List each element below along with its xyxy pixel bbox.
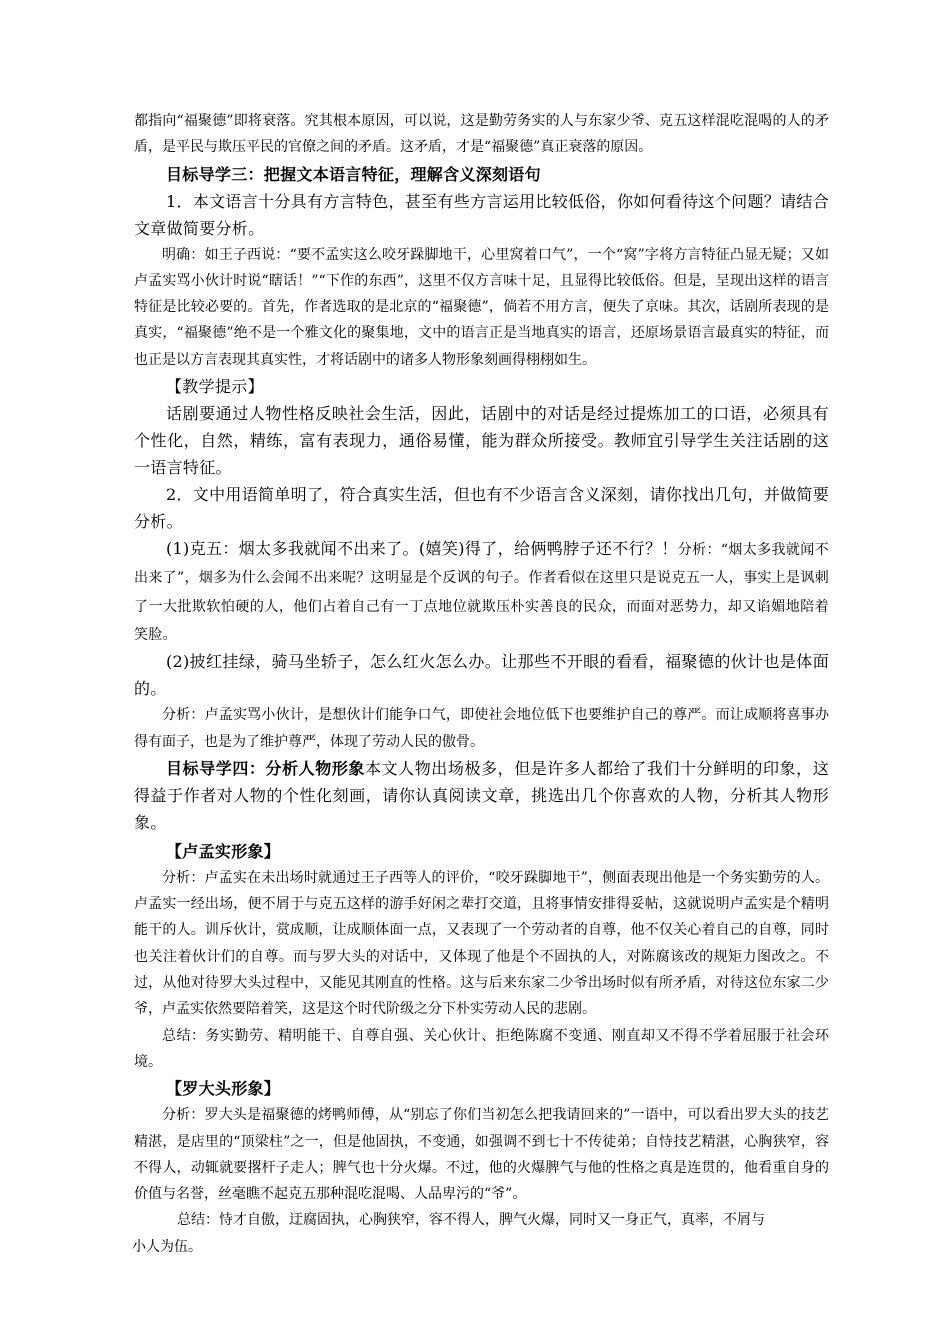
goal-4 — [134, 755, 829, 836]
example-1 — [134, 535, 829, 648]
intro-paragraph: 都指向“福聚德”即将衰落。究其根本原因，可以说，这是勤劳务实的人与东家少爷、克五这样混吃混喝的人的矛盾，是平民与欺压平民的官僚之间的矛盾。这矛盾，才是“福聚德”真正衰落的原因。 — [134, 113, 829, 156]
answer-1: 明确：如王子西说：“要不孟实这么咬牙跺脚地干，心里窝着口气”，一个“窝”字将方言特征凸显无疑；又如卢孟实骂小伙计时说“瞎话！”“下作的东西”，这里不仅方言味十足，且显得比较低俗。但是，呈现出这样的语言特征是比较必要的。首先，作者选取的是北京的“福聚德”，倘若不用方言，便失了京味。其次，话剧所表现的是真实，“福聚德”绝不是一个雅文化的聚集地，文中的语言正是当地真实的语言，还原场景语言最真实的特征，而也正是以方言表现其真实性，才将话剧中的诸多人物形象刻画得栩栩如生。 — [134, 246, 829, 368]
lu-mengshi-summary: 总结：务实勤劳、精明能干、自尊自强、关心伙计、拒绝陈腐不变通、刚直却又不得不学着屈服于社会环境。 — [134, 1027, 829, 1070]
example-1-quote: (1)克五：烟太多我就闻不出来了。(嬉笑)得了，给俩鸭脖子还不行？！ — [166, 539, 678, 559]
lu-mengshi-analysis: 分析：卢孟实在未出场时就通过王子西等人的评价，“咬牙跺脚地干”，侧面表现出他是一个务实勤劳的人。卢孟实一经出场，便不屑于与克五这样的游手好闲之辈打交道，且将事情安排得妥帖，这就说明卢孟实是个精明能干的人。训斥伙计，赏成顺，让成顺体面一点，又表现了一个劳动者的自尊，他不仅关心着自己的自尊，同时也关注着伙计们的自尊。而与罗大头的对话中，又体现了他是个不固执的人，对陈腐该改的规矩力图改之。不过，从他对待罗大头过程中，又能见其刚直的性格。这与后来东家二少爷出场时似有所矛盾，对待这位东家二少爷，卢孟实依然要陪着笑，这是这个时代阶级之分下朴实劳动人民的悲剧。 — [134, 869, 829, 1018]
example-1-analysis: 分析：“烟太多我就闻不出来了”，烟多为什么会闻不出来呢？这明显是个反讽的句子。作者看似在这里只是说克五一人，事实上是讽刺了一大批欺软怕硬的人，他们占着自己有一丁点地位就欺压朴实善良的民众，而面对恶势力，却又谄媚地陪着笑脸。 — [134, 542, 829, 643]
example-2-quote: (2)披红挂绿，骑马坐轿子，怎么红火怎么办。让那些不开眼的看看，福聚德的伙计也是体面的。 — [134, 652, 829, 699]
luo-datou-heading: 【罗大头形象】 — [166, 1079, 281, 1099]
luo-datou-analysis: 分析：罗大头是福聚德的烤鸭师傅，从“别忘了你们当初怎么把我请回来的”一语中，可以看出罗大头的技艺精湛，是店里的“顶梁柱”之一，但是他固执，不变通，如强调不到七十不传徒弟；自恃技艺精湛，心胸狭窄，容不得人，动辄就要撂杆子走人；脾气也十分火爆。不过，他的火爆脾气与他的性格之真是连贯的，他看重自身的价值与名誉，丝毫瞧不起克五那种混吃混喝、人品卑污的“爷”。 — [134, 1107, 829, 1203]
heading-goal-4: 目标导学四：分析人物形象 — [166, 758, 365, 778]
heading-goal-3: 目标导学三：把握文本语言特征，理解含义深刻语句 — [166, 164, 541, 184]
luo-datou-summary-line-1: 总结：恃才自傲，迂腐固执，心胸狭窄，容不得人，脾气火爆，同时又一身正气，真率，不屑与 — [177, 1212, 765, 1229]
example-2-analysis: 分析：卢孟实骂小伙计，是想伙计们能争口气，即使社会地位低下也要维护自己的尊严。而让成顺将喜事办得有面子，也是为了维护尊严，体现了劳动人民的傲骨。 — [134, 707, 829, 750]
luo-datou-summary-line-2: 小人为伍。 — [132, 1238, 202, 1255]
question-2: 2．文中用语简单明了，符合真实生活，但也有不少语言含义深刻，请你找出几句，并做简要分析。 — [134, 485, 829, 532]
goal-4-text: 本文人物出场极多，但是许多人都给了我们十分鲜明的印象，这得益于作者对人物的个性化刻画，请你认真阅读文章，挑选出几个你喜欢的人物，分析其人物形象。 — [134, 758, 829, 832]
question-1: 1．本文语言十分具有方言特色，甚至有些方言运用比较低俗，你如何看待这个问题？请结合文章做简要分析。 — [134, 191, 829, 238]
teaching-tip-text: 话剧要通过人物性格反映社会生活，因此，话剧中的对话是经过提炼加工的口语，必须具有个性化，自然，精练，富有表现力，通俗易懂，能为群众所接受。教师宜引导学生关注话剧的这一语言特征。 — [134, 404, 829, 478]
lu-mengshi-heading: 【卢孟实形象】 — [166, 841, 281, 861]
teaching-tip-heading: 【教学提示】 — [166, 377, 264, 397]
content-column — [134, 108, 829, 1260]
